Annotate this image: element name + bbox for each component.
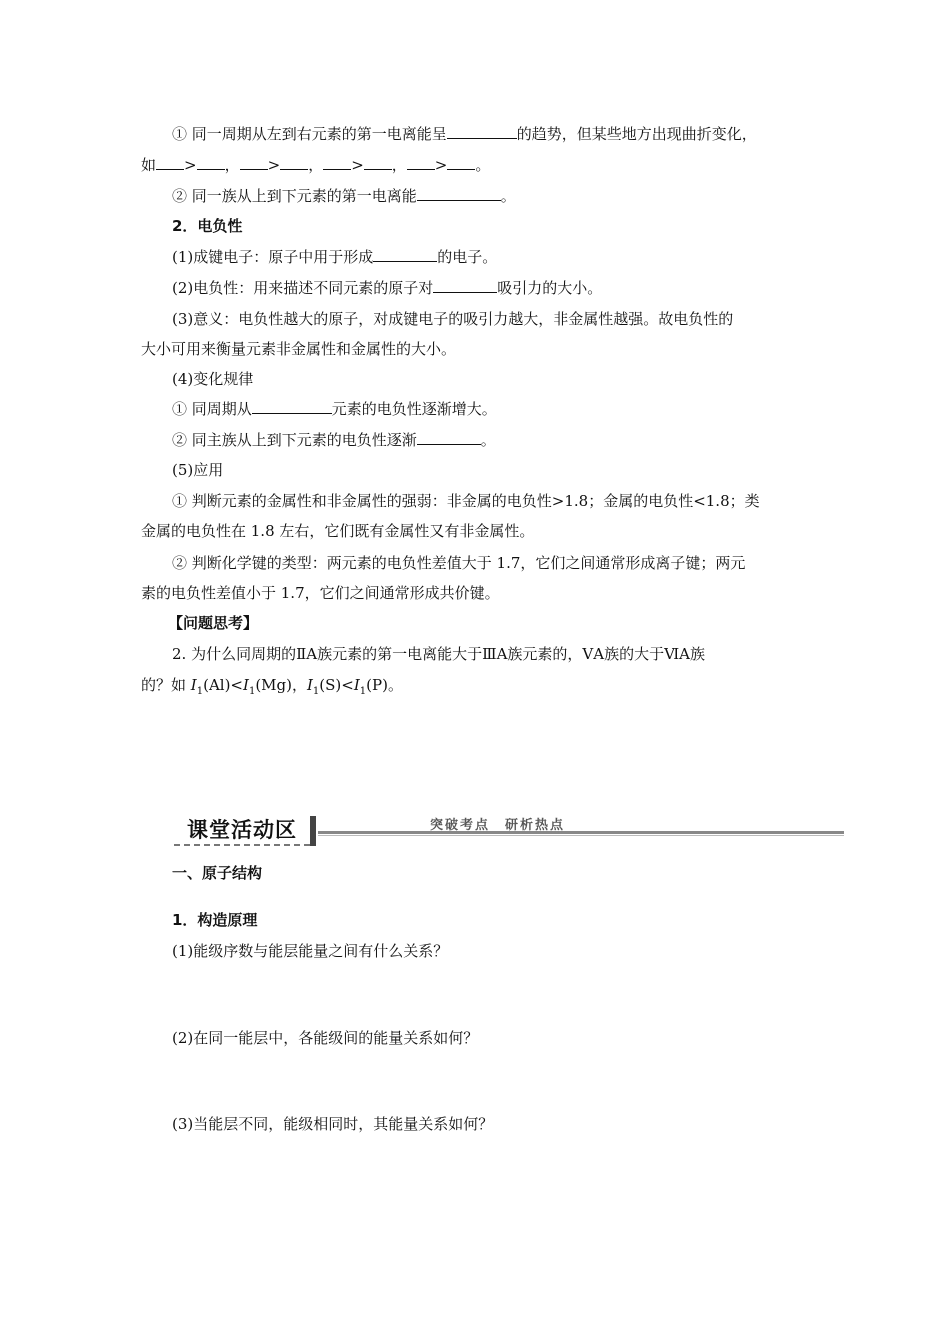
banner-dash-divider xyxy=(174,844,310,846)
banner-rule xyxy=(318,831,844,834)
application-1-line-1: ① 判断元素的金属性和非金属性的强弱：非金属的电负性>1.8；金属的电负性<1.8；类 xyxy=(172,492,760,510)
answer-blank xyxy=(417,430,481,445)
application-2-line-1: ② 判断化学键的类型：两元素的电负性差值大于 1.7，它们之间通常形成离子键；两元 xyxy=(172,554,746,572)
application-heading: (5)应用 xyxy=(172,461,224,479)
bonding-electron-line xyxy=(172,247,497,267)
symbol: I xyxy=(353,676,360,694)
subscript: 1 xyxy=(359,686,367,697)
text: > xyxy=(184,156,197,174)
section-heading-atomic-structure: 一、原子结构 xyxy=(172,864,263,882)
banner-bar xyxy=(310,816,316,846)
text: (S)< xyxy=(319,676,354,694)
question-label: 【问题思考】 xyxy=(168,614,259,632)
answer-blank xyxy=(156,155,184,170)
symbol: I xyxy=(190,676,197,694)
ionization-examples xyxy=(141,155,490,175)
answer-blank xyxy=(323,155,351,170)
answer-blank xyxy=(417,186,501,201)
answer-blank xyxy=(280,155,308,170)
subscript: 1 xyxy=(248,686,256,697)
symbol: I xyxy=(306,676,313,694)
question-2-line-2 xyxy=(141,675,403,702)
text: ① 同一周期从左到右元素的第一电离能呈 xyxy=(172,125,447,143)
section-banner xyxy=(172,812,844,852)
banner-rule-thin xyxy=(318,835,844,836)
text: ， xyxy=(308,156,324,174)
text: (Mg)， xyxy=(255,676,307,694)
answer-blank xyxy=(447,155,475,170)
question-line-1: (1)能级序数与能层能量之间有什么关系？ xyxy=(172,942,449,960)
text: 如 xyxy=(141,156,157,174)
meaning-line-2: 大小可用来衡量元素非金属性和金属性的大小。 xyxy=(141,340,457,358)
text: 吸引力的大小。 xyxy=(497,279,603,297)
answer-blank xyxy=(364,155,392,170)
variation-rule-heading: (4)变化规律 xyxy=(172,370,254,388)
subscript: 1 xyxy=(312,686,320,697)
question-line-2: (2)在同一能层中，各能级间的能量关系如何？ xyxy=(172,1029,479,1047)
answer-blank xyxy=(433,278,497,293)
text: (2)电负性：用来描述不同元素的原子对 xyxy=(172,279,434,297)
text: ① 同周期从 xyxy=(172,400,252,418)
electronegativity-heading: 2．电负性 xyxy=(172,217,243,235)
text: 。 xyxy=(475,156,491,174)
text: (1)成键电子：原子中用于形成 xyxy=(172,248,374,266)
electronegativity-definition xyxy=(172,278,602,298)
application-2-line-2: 素的电负性差值小于 1.7，它们之间通常形成共价键。 xyxy=(141,584,500,602)
text: (Al)< xyxy=(203,676,243,694)
answer-blank xyxy=(407,155,435,170)
text: > xyxy=(267,156,281,174)
text: ， xyxy=(224,156,240,174)
text: 的？如 xyxy=(141,676,191,694)
text: 。 xyxy=(480,431,496,449)
symbol: I xyxy=(243,676,249,694)
variation-group xyxy=(172,430,496,450)
subscript: 1 xyxy=(196,686,204,697)
question-line-3: (3)当能层不同，能级相同时，其能量关系如何？ xyxy=(172,1115,494,1133)
answer-blank xyxy=(252,399,332,414)
banner-subtitle: 突破考点 研析热点 xyxy=(430,818,566,833)
answer-blank xyxy=(240,155,268,170)
ionization-trend-group xyxy=(172,186,516,206)
meaning-line-1: (3)意义：电负性越大的原子，对成键电子的吸引力越大，非金属性越强。故电负性的 xyxy=(172,310,734,328)
text: (P)。 xyxy=(366,676,403,694)
text: ， xyxy=(391,156,407,174)
text: > xyxy=(434,156,448,174)
banner-title: 课堂活动区 xyxy=(187,818,297,842)
text: ② 同一族从上到下元素的第一电离能 xyxy=(172,187,417,205)
question-2-line-1: 2. 为什么同周期的ⅡA族元素的第一电离能大于ⅢA族元素的，ⅤA族的大于ⅥA族 xyxy=(172,645,705,663)
subheading-aufbau: 1．构造原理 xyxy=(172,911,258,929)
text: 元素的电负性逐渐增大。 xyxy=(331,400,497,418)
answer-blank xyxy=(447,124,517,139)
application-1-line-2: 金属的电负性在 1.8 左右，它们既有金属性又有非金属性。 xyxy=(141,522,535,540)
text: > xyxy=(351,156,364,174)
variation-period xyxy=(172,399,497,419)
text: ② 同主族从上到下元素的电负性逐渐 xyxy=(172,431,417,449)
text: 的趋势，但某些地方出现曲折变化， xyxy=(516,125,757,143)
answer-blank xyxy=(197,155,225,170)
text: 。 xyxy=(500,187,516,205)
answer-blank xyxy=(373,247,437,262)
text: 的电子。 xyxy=(437,248,498,266)
ionization-trend-period xyxy=(172,124,757,144)
